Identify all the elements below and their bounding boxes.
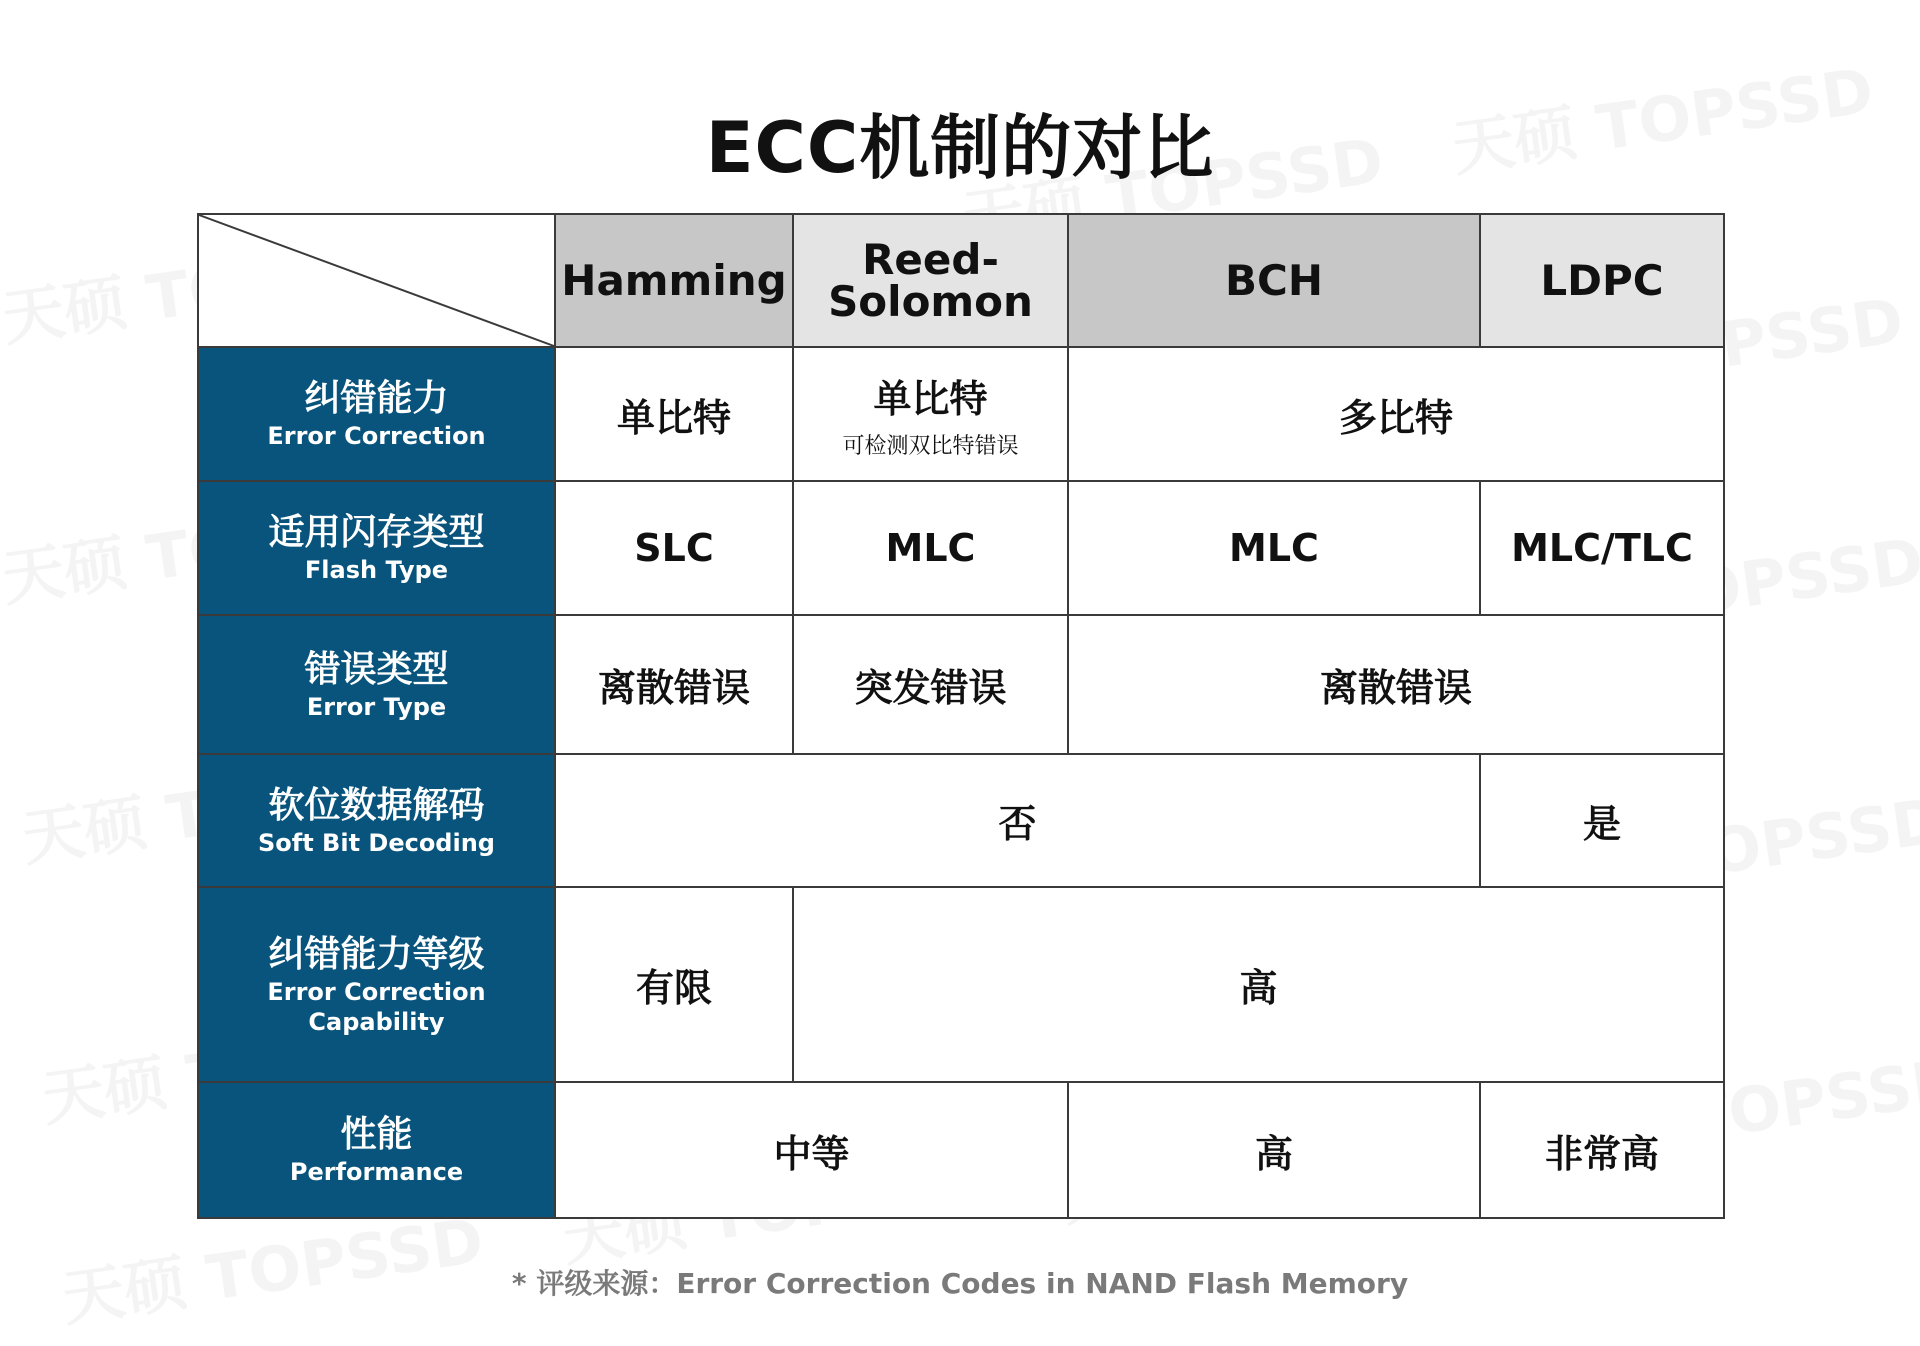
diagonal-line bbox=[199, 215, 554, 346]
row-label-capability bbox=[198, 887, 555, 1082]
corner-cell bbox=[198, 214, 555, 347]
cell-hamming: SLC bbox=[555, 481, 793, 615]
cell-ldpc: 非常高 bbox=[1480, 1082, 1724, 1218]
cell-hamming-rs: 中等 bbox=[555, 1082, 1068, 1218]
cell-hamming: 单比特 bbox=[555, 347, 793, 481]
row-label-zh: 错误类型 bbox=[304, 648, 449, 690]
cell-reed-solomon: 突发错误 bbox=[793, 615, 1068, 754]
cell-hamming-rs-bch: 否 bbox=[555, 754, 1480, 887]
page-title: ECC机制的对比 bbox=[705, 107, 1215, 189]
row-label-en: Error Correction Capability bbox=[267, 977, 486, 1036]
ecc-comparison-table bbox=[197, 213, 1725, 1219]
header-ldpc: LDPC bbox=[1480, 214, 1724, 347]
row-label-error-correction bbox=[198, 347, 555, 481]
cell-reed-solomon: MLC bbox=[793, 481, 1068, 615]
row-capability bbox=[198, 887, 1724, 1082]
cell-ldpc: 是 bbox=[1480, 754, 1724, 887]
cell-ldpc: MLC/TLC bbox=[1480, 481, 1724, 615]
row-label-en: Error Correction bbox=[267, 422, 486, 450]
row-label-en: Soft Bit Decoding bbox=[258, 828, 495, 857]
header-bch: BCH bbox=[1068, 214, 1480, 347]
row-label-zh: 纠错能力 bbox=[304, 378, 449, 419]
row-label-zh: 纠错能力等级 bbox=[268, 933, 485, 975]
row-label-flash-type bbox=[198, 481, 555, 615]
source-footnote: * 评级来源：Error Correction Codes in NAND Flash Memory bbox=[511, 1267, 1409, 1300]
cell-hamming: 有限 bbox=[555, 887, 793, 1082]
cell-hamming: 离散错误 bbox=[555, 615, 793, 754]
row-label-performance bbox=[198, 1082, 555, 1218]
cell-bch: 高 bbox=[1068, 1082, 1480, 1218]
row-label-zh: 性能 bbox=[340, 1114, 413, 1155]
row-label-error-type bbox=[198, 615, 555, 754]
row-error-correction bbox=[198, 347, 1724, 481]
cell-rs-bch-ldpc: 高 bbox=[793, 887, 1724, 1082]
row-label-zh: 适用闪存类型 bbox=[268, 512, 485, 553]
cell-bch-ldpc: 多比特 bbox=[1068, 347, 1724, 481]
cell-main: 单比特 bbox=[873, 377, 988, 421]
row-label-en: Error Type bbox=[306, 692, 447, 721]
row-error-type bbox=[198, 615, 1724, 754]
header-reed-solomon: Reed- Solomon bbox=[793, 214, 1068, 347]
header-hamming: Hamming bbox=[555, 214, 793, 347]
cell-bch-ldpc: 离散错误 bbox=[1068, 615, 1724, 754]
row-label-soft-bit bbox=[198, 754, 555, 887]
row-label-zh: 软位数据解码 bbox=[268, 784, 485, 826]
row-performance bbox=[198, 1082, 1724, 1218]
header-row bbox=[198, 214, 1724, 347]
cell-bch: MLC bbox=[1068, 481, 1480, 615]
row-label-en: Flash Type bbox=[304, 556, 449, 584]
row-label-en: Performance bbox=[289, 1158, 464, 1186]
row-soft-bit bbox=[198, 754, 1724, 887]
cell-note: 可检测双比特错误 bbox=[842, 434, 1019, 459]
cell-reed-solomon bbox=[793, 347, 1068, 481]
row-flash-type bbox=[198, 481, 1724, 615]
